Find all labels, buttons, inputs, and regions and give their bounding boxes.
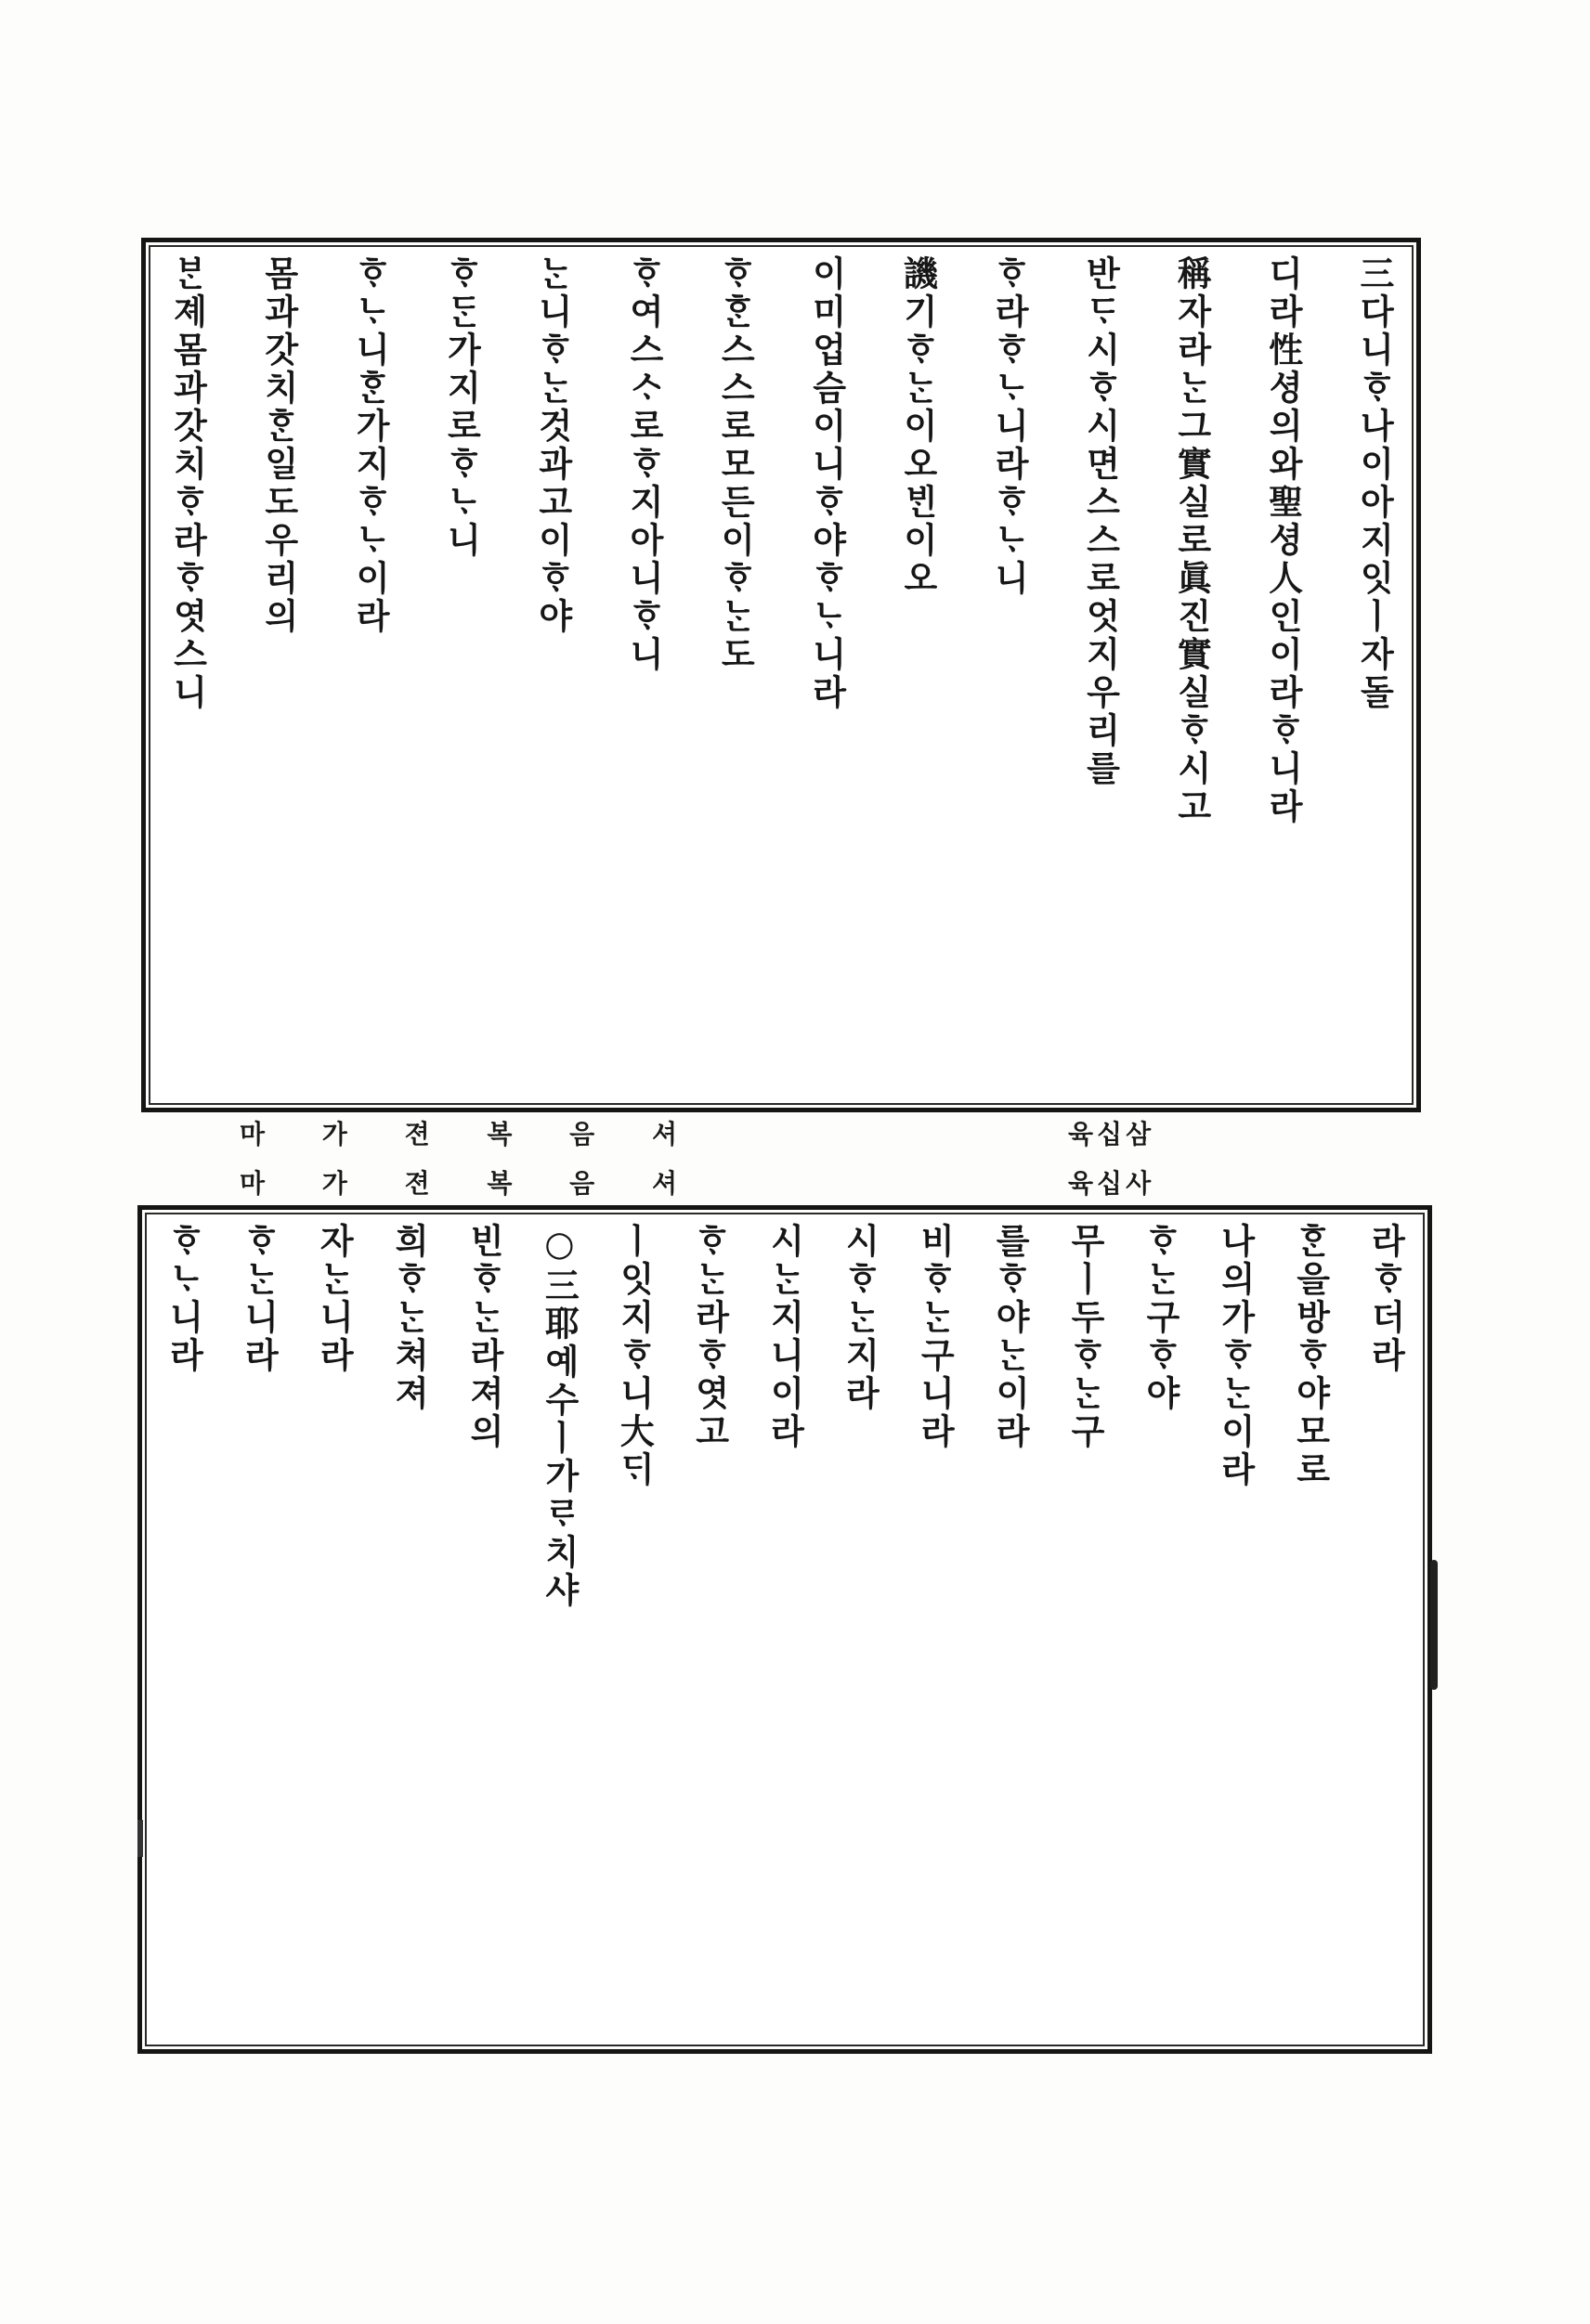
- text-column: ᄒᆞᄂᆞ니ᄒᆞᆫ가지ᄒᆞᄂᆞ이라: [349, 255, 391, 636]
- text-column: 시ᄂᆞᆫ지니이라: [764, 1223, 805, 1451]
- page-number-bottom: 육십사: [1068, 1168, 1155, 1199]
- bottom-text-block: [137, 1205, 1432, 2054]
- text-column: 몸과갓치ᄒᆞᆫ일도우리의: [258, 255, 300, 636]
- page-number-top: 육십삼: [1068, 1119, 1155, 1149]
- text-column: ᄒᆞᄒᆞᆫ스스로모든이ᄒᆞᄂᆞᆫ도: [714, 255, 756, 674]
- top-text-columns: [163, 255, 1400, 1095]
- text-column: ○三耶예수ㅣ가ᄅᆞ치샤: [539, 1223, 580, 1610]
- text-column: ᄂᆞᆫ니ᄒᆞᄂᆞᆫ것과고이ᄒᆞ야: [532, 255, 574, 636]
- text-column: ᄒᆞᆫ을방ᄒᆞ야모로: [1290, 1223, 1332, 1489]
- text-column: 나의가ᄒᆞᄂᆞᆫ이라: [1215, 1223, 1257, 1489]
- running-title-top: 마 가 젼 복 음 셔: [240, 1119, 702, 1149]
- bottom-text-columns: [159, 1223, 1411, 2036]
- text-column: ᄒᆞᄃᆞᆫ가지로ᄒᆞᄂᆞ니: [440, 255, 482, 560]
- text-column: ᄇᆞᆫ졔몸과갓치ᄒᆞ라ᄒᆞ엿스니: [167, 255, 208, 712]
- top-text-block: [141, 238, 1421, 1112]
- binding-mark: [1430, 1560, 1438, 1690]
- text-column: 譏기ᄒᆞᄂᆞᆫ이오ᄇᆡᆫ이오: [897, 255, 939, 598]
- text-column: ㅣ잇지ᄒᆞ니大ᄃᆡ: [614, 1223, 656, 1489]
- text-column: 비ᄒᆞᄂᆞᆫ구니라: [914, 1223, 956, 1451]
- text-column: ᄒᆞ여스ᄉᆞ로ᄒᆞ지아니ᄒᆞ니: [623, 255, 665, 674]
- text-column: ᄒᆞᄂᆞ니라: [163, 1223, 204, 1375]
- text-column: 이미업슴이니ᄒᆞ야ᄒᆞᄂᆞ니라: [806, 255, 848, 712]
- text-column: 디라性셩의와聖셩人인이라ᄒᆞ니라: [1262, 255, 1304, 826]
- text-column: 무ㅣ두ᄒᆞᄂᆞᆫ구: [1064, 1223, 1106, 1451]
- text-column: 를ᄒᆞ야ᄂᆞᆫ이라: [989, 1223, 1031, 1451]
- text-column: 자ᄂᆞᆫ니라: [313, 1223, 355, 1375]
- ink-mark: [137, 1820, 143, 1857]
- text-column: 三다니ᄒᆞ나이아지잇ㅣ자돌: [1353, 255, 1395, 712]
- text-column: ᄒᆞᄂᆞᆫ니라: [238, 1223, 280, 1375]
- text-column: 시ᄒᆞᄂᆞᆫ지라: [839, 1223, 880, 1413]
- text-column: ᄒᆞᄂᆞᆫ구ᄒᆞ야: [1140, 1223, 1181, 1413]
- running-title-bottom: 마 가 젼 복 음 셔: [240, 1168, 702, 1199]
- text-column: 반ᄃᆞ시ᄒᆞ시면스스로엇지우리를: [1079, 255, 1121, 788]
- text-column: 희ᄒᆞᄂᆞᆫ쳐져: [388, 1223, 430, 1413]
- text-column: 라ᄒᆞ더라: [1365, 1223, 1406, 1375]
- text-column: ᄒᆞᄂᆞᆫ라ᄒᆞ엿고: [689, 1223, 731, 1451]
- text-column: 稱자라ᄂᆞᆫ그實실로眞진實실ᄒᆞ시고: [1171, 255, 1213, 826]
- text-column: ᄒᆞ라ᄒᆞᄂᆞ니라ᄒᆞᄂᆞ니: [988, 255, 1030, 598]
- text-column: 빈ᄒᆞᄂᆞᆫ라져의: [463, 1223, 505, 1451]
